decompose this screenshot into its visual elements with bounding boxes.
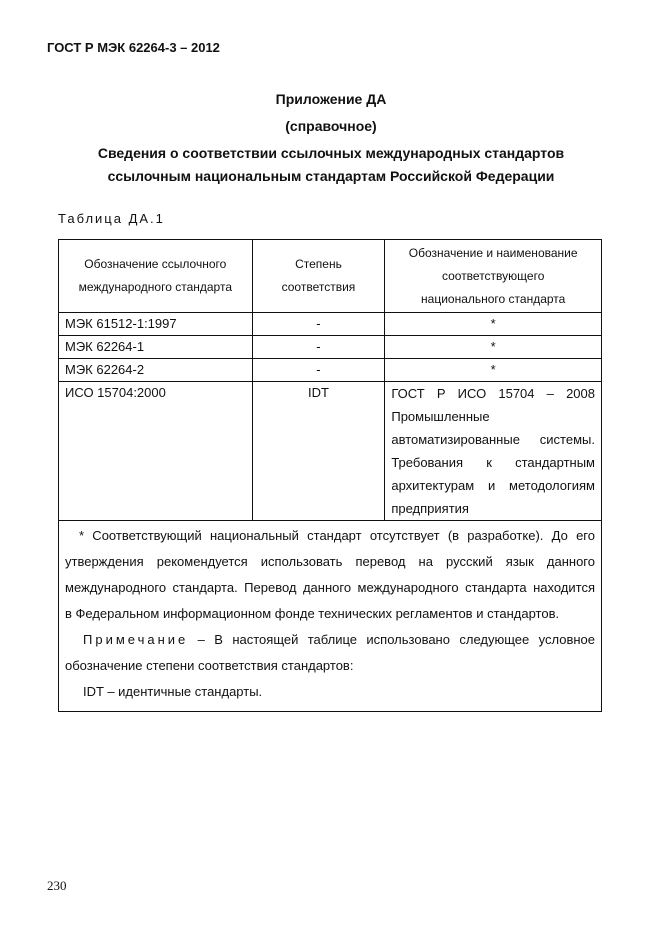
annex-subtitle: (справочное) [285, 118, 377, 134]
national-line: автоматизированные системы. [391, 432, 595, 447]
idt-definition: IDT – идентичные стандарты. [83, 684, 263, 699]
footnote-cell [59, 521, 602, 712]
cell-degree: - [252, 336, 385, 359]
document-code: ГОСТ Р МЭК 62264-3 – 2012 [47, 40, 220, 55]
footnote-line: в Федеральном информационном фонде технических регламентов и стандартов. [65, 606, 560, 621]
table-row [59, 313, 602, 336]
footnote-paragraph [65, 523, 595, 627]
standards-table [58, 239, 602, 712]
cell-degree: - [252, 313, 385, 336]
page-number: 230 [47, 878, 67, 893]
cell-degree: - [252, 359, 385, 382]
note-line [65, 627, 595, 653]
note-label: Примечание [83, 632, 189, 647]
header-text: Степень [295, 257, 342, 271]
cell-ref: МЭК 62264-1 [59, 336, 253, 359]
national-line: предприятия [391, 501, 469, 516]
note-text: – В настоящей таблице использовано следующее условное [188, 632, 595, 647]
cell-ref: МЭК 62264-2 [59, 359, 253, 382]
cell-national: * [385, 359, 602, 382]
table-row [59, 382, 602, 521]
header-national-standard [385, 240, 602, 313]
header-degree [252, 240, 385, 313]
cell-ref: ИСО 15704:2000 [59, 382, 253, 521]
cell-national: * [385, 336, 602, 359]
national-line: архитектурам и методологиям [391, 478, 595, 493]
table-caption: Таблица ДА.1 [58, 211, 165, 226]
national-line: Промышленные [391, 409, 490, 424]
note-paragraph [65, 627, 595, 679]
footnote-row [59, 521, 602, 712]
annex-title: Приложение ДА [275, 91, 387, 107]
cell-ref: МЭК 61512-1:1997 [59, 313, 253, 336]
cell-degree: IDT [252, 382, 385, 521]
table-row [59, 359, 602, 382]
header-text: Обозначение ссылочного [84, 257, 227, 271]
table-header-row [59, 240, 602, 313]
national-line: ГОСТ Р ИСО 15704 – 2008 [391, 386, 595, 401]
cell-national: * [385, 313, 602, 336]
header-text: международного стандарта [78, 280, 232, 294]
header-ref-standard [59, 240, 253, 313]
footnote-line: утверждения рекомендуется использовать перевод на русский язык данного [65, 554, 595, 569]
header-text: Обозначение и наименование [408, 245, 578, 260]
annex-heading-line1: Сведения о соответствии ссылочных международных стандартов [97, 145, 565, 161]
footnote-line: * Соответствующий национальный стандарт отсутствует (в разработке). До его [79, 528, 595, 543]
header-text: соответствия [281, 280, 356, 294]
note-line: обозначение степени соответствия стандартов: [65, 658, 354, 673]
annex-heading-line2: ссылочным национальным стандартам Российской Федерации [107, 168, 555, 184]
cell-national [385, 382, 602, 521]
national-line: Требования к стандартным [391, 455, 595, 470]
table-row [59, 336, 602, 359]
header-text: национального стандарта [421, 291, 566, 306]
footnote-line: международного стандарта. Перевод данного международного стандарта находится [65, 580, 595, 595]
header-text: соответствующего [441, 268, 545, 283]
